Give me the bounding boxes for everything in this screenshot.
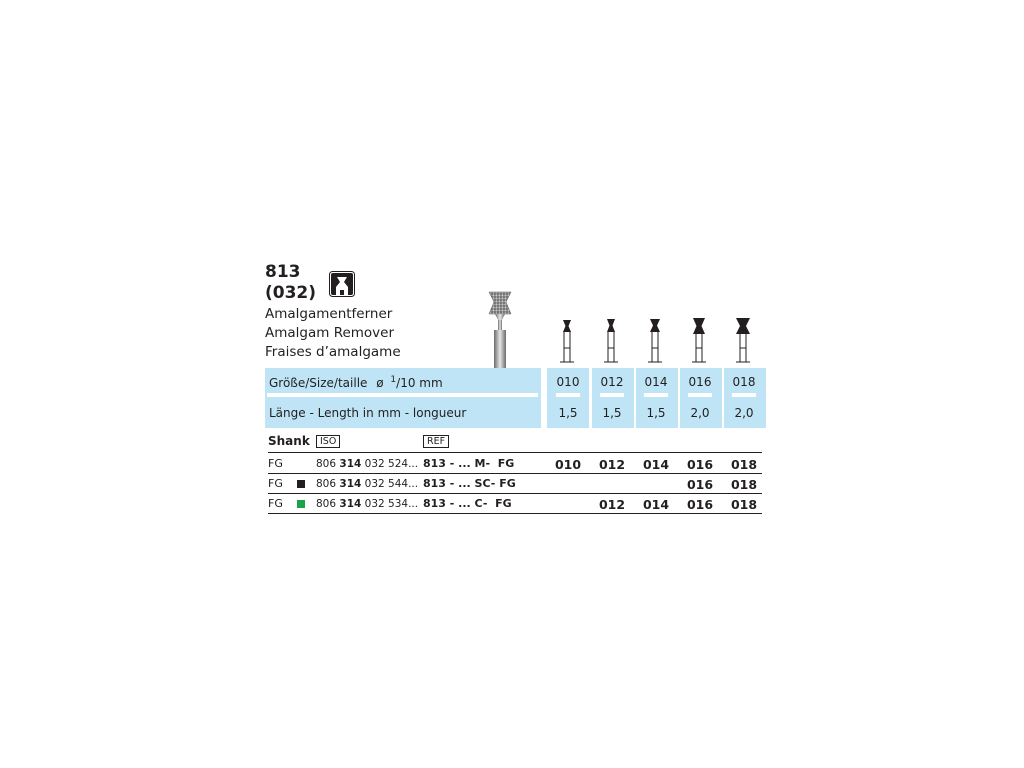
row3-value-4: 016: [686, 497, 714, 512]
row1-iso-bold: 314: [339, 458, 362, 470]
row1-iso-prefix: 806: [316, 458, 337, 470]
row1-value-3: 014: [642, 457, 670, 472]
header-shank: Shank: [268, 434, 310, 448]
row2-ref: 813 - ... SC- FG: [423, 477, 516, 490]
band-separator-4: [688, 393, 712, 397]
unit-rest: /10 mm: [396, 376, 443, 390]
row3-value-3: 014: [642, 497, 670, 512]
diameter-symbol: ø: [376, 376, 384, 390]
row3-value-2: 012: [598, 497, 626, 512]
row3-ref: 813 - ... C- FG: [423, 497, 512, 510]
row2-iso: [316, 478, 418, 490]
length-value-2: 1,5: [602, 406, 622, 420]
row-divider: [268, 473, 762, 474]
product-code-sub: (032): [265, 283, 317, 303]
size-value-3: 014: [644, 375, 668, 389]
band-separator-3: [644, 393, 668, 397]
size-schematic-icons: [540, 310, 765, 368]
row1-ref: 813 - ... M- FG: [423, 457, 515, 470]
diamond-bur-icon: [485, 290, 515, 368]
product-name-fr: Fraises d’amalgame: [265, 344, 401, 360]
size-label: [269, 375, 443, 390]
size-label-text: Größe/Size/taille: [269, 376, 368, 390]
row-divider: [268, 493, 762, 494]
row3-iso-bold: 314: [339, 498, 362, 510]
row3-iso-prefix: 806: [316, 498, 337, 510]
band-separator-2: [600, 393, 624, 397]
row1-iso-suffix: 032 524...: [364, 458, 419, 470]
row1-value-4: 016: [686, 457, 714, 472]
length-value-4: 2,0: [690, 406, 710, 420]
row2-shank: FG: [268, 477, 283, 490]
row2-iso-suffix: 032 544...: [364, 478, 419, 490]
row3-value-5: 018: [730, 497, 758, 512]
row2-color-square: [297, 480, 305, 488]
row3-iso-suffix: 032 534...: [364, 498, 419, 510]
length-value-1: 1,5: [558, 406, 578, 420]
row1-value-1: 010: [554, 457, 582, 472]
size-value-4: 016: [688, 375, 712, 389]
row-divider: [268, 513, 762, 514]
length-value-5: 2,0: [734, 406, 754, 420]
row2-iso-prefix: 806: [316, 478, 337, 490]
row1-value-2: 012: [598, 457, 626, 472]
row1-value-5: 018: [730, 457, 758, 472]
size-value-2: 012: [600, 375, 624, 389]
row2-value-5: 018: [730, 477, 758, 492]
size-value-1: 010: [556, 375, 580, 389]
header-iso: ISO: [316, 435, 340, 448]
length-value-3: 1,5: [646, 406, 666, 420]
row1-shank: FG: [268, 457, 283, 470]
inverted-cone-shape-icon: [329, 271, 355, 297]
band-separator-5: [732, 393, 756, 397]
band-separator-1: [556, 393, 580, 397]
row2-value-4: 016: [686, 477, 714, 492]
row3-color-square: [297, 500, 305, 508]
row2-iso-bold: 314: [339, 478, 362, 490]
row1-iso: [316, 458, 418, 470]
product-name-de: Amalgamentferner: [265, 306, 393, 322]
size-value-5: 018: [732, 375, 756, 389]
product-code: 813: [265, 262, 301, 282]
row3-iso: [316, 498, 418, 510]
band-separator: [267, 393, 538, 397]
header-ref: REF: [423, 435, 449, 448]
row3-shank: FG: [268, 497, 283, 510]
unit-numerator: 1: [390, 375, 397, 385]
row-divider: [268, 452, 762, 453]
product-name-en: Amalgam Remover: [265, 325, 395, 341]
length-label: Länge - Length in mm - longueur: [269, 406, 467, 420]
